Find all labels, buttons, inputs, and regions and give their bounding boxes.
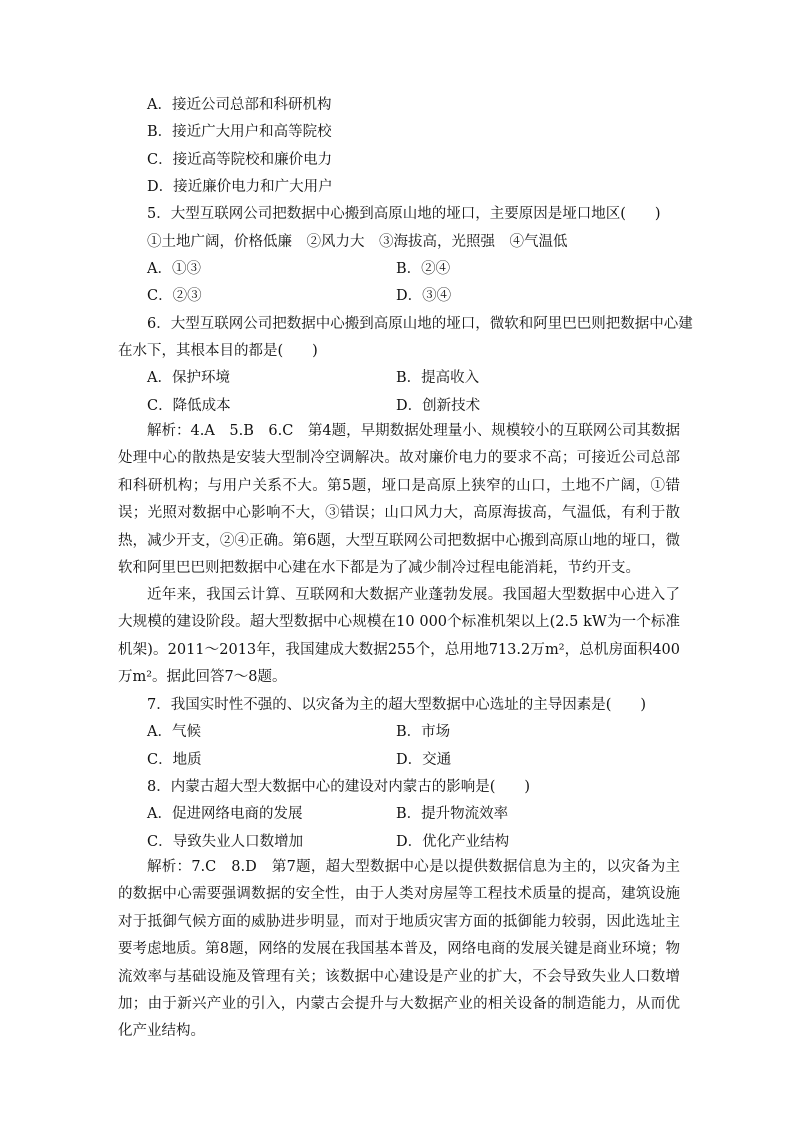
material-text: 近年来，我国云计算、互联网和大数据产业蓬勃发展。我国超大型数据中心进入了大规模的建设阶段。超大型数据中心规模在10 000个标准机架以上(2.5 kW为一个标准机架)。2011～2013年，我国建成大数据255个，总用地713.2万m²，总机房面积400万m²。据此回答7～8题。	[118, 587, 680, 686]
q5-stem: 5．大型互联网公司把数据中心搬到高原山地的垭口，主要原因是垭口地区( )	[147, 206, 661, 222]
q7-option-c: C．地质	[147, 752, 202, 768]
q6-stem-line1: 6．大型互联网公司把数据中心搬到高原山地的垭口，微软和阿里巴巴则把数据中心建	[147, 316, 693, 332]
q7-option-d: D．交通	[396, 752, 452, 768]
q4-option-d: D．接近廉价电力和广大用户	[147, 179, 333, 195]
q7-option-a: A．气候	[147, 724, 201, 740]
q4-option-b: B．接近广大用户和高等院校	[147, 124, 332, 140]
q8-option-b: B．提升物流效率	[396, 806, 509, 822]
q5-option-a: A．①③	[147, 261, 201, 277]
q8-stem: 8．内蒙古超大型大数据中心的建设对内蒙古的影响是( )	[147, 779, 531, 795]
q7-stem: 7．我国实时性不强的、以灾备为主的超大型数据中心选址的主导因素是( )	[147, 697, 647, 713]
q6-option-b: B．提高收入	[396, 370, 480, 386]
q5-option-d: D．③④	[396, 288, 452, 304]
q6-option-a: A．保护环境	[147, 370, 230, 386]
q5-option-b: B．②④	[396, 261, 451, 277]
q8-option-d: D．优化产业结构	[396, 834, 510, 850]
q7-option-b: B．市场	[396, 724, 451, 740]
q4-option-a: A．接近公司总部和科研机构	[147, 97, 332, 113]
q8-option-a: A．促进网络电商的发展	[147, 806, 303, 822]
q5-option-c: C．②③	[147, 288, 202, 304]
analysis-4-6-text: 解析：4.A 5.B 6.C 第4题，早期数据处理量小、规模较小的互联网公司其数据处理中心的散热是安装大型制冷空调解决。故对廉价电力的要求不高；可接近公司总部和科研机构；与用户关系不大。第5题，垭口是高原上狭窄的山口，土地不广阔，①错误；光照对数据中心影响不大，③错误；山口风力大，高原海拔高，气温低，有利于散热，减少开支，②④正确。第6题，大型互联网公司把数据中心搬到高原山地的垭口，微软和阿里巴巴则把数据中心建在水下都是为了减少制冷过程电能消耗，节约开支。	[118, 423, 680, 577]
analysis-4-6	[118, 418, 680, 582]
q5-items: ①土地广阔，价格低廉 ②风力大 ③海拔高，光照强 ④气温低	[147, 234, 568, 250]
q8-option-c: C．导致失业人口数增加	[147, 834, 304, 850]
q6-option-d: D．创新技术	[396, 398, 481, 414]
q4-option-c: C．接近高等院校和廉价电力	[147, 152, 333, 168]
material-paragraph	[118, 582, 680, 692]
analysis-7-8-text: 解析：7.C 8.D 第7题，超大型数据中心是以提供数据信息为主的，以灾备为主的数据中心需要强调数据的安全性，由于人类对房屋等工程技术质量的提高，建筑设施对于抵御气候方面的威胁进步明显，而对于地质灾害方面的抵御能力较弱，因此选址主要考虑地质。第8题，网络的发展在我国基本普及，网络电商的发展关键是商业环境；物流效率与基础设施及管理有关；该数据中心建设是产业的扩大，不会导致失业人口数增加；由于新兴产业的引入，内蒙古会提升与大数据产业的相关设备的制造能力，从而优化产业结构。	[118, 859, 680, 1040]
analysis-7-8	[118, 854, 680, 1046]
q6-stem-line2: 在水下，其根本目的都是( )	[118, 343, 318, 359]
q6-option-c: C．降低成本	[147, 398, 231, 414]
